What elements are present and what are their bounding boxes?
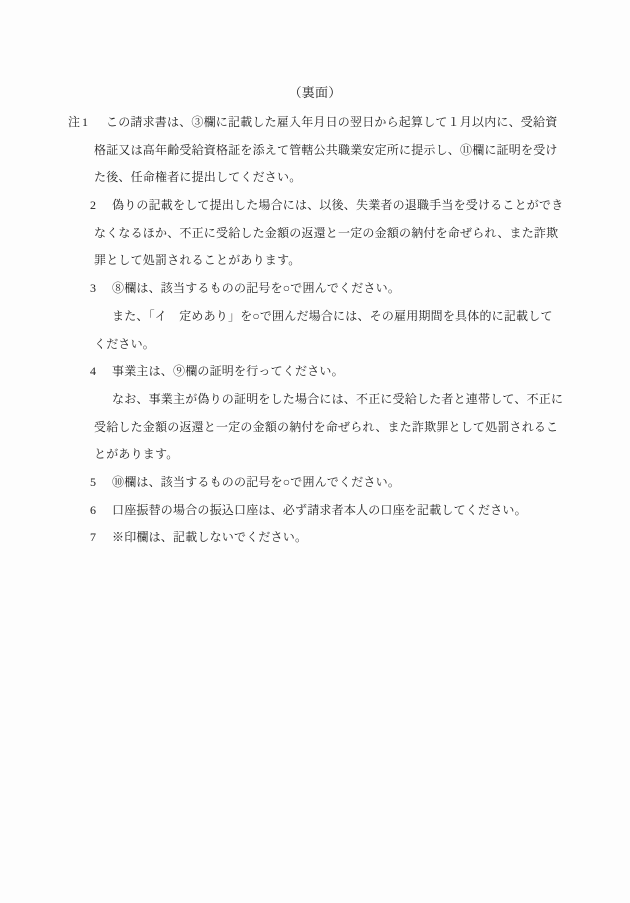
- note-7-text: ※印欄は、記載しないでください。: [112, 530, 308, 545]
- note-3-line-2: また、「イ 定めあり」を○で囲んだ場合には、その雇用期間を具体的に記載して: [112, 308, 553, 323]
- note-1-text: この請求書は、③欄に記載した雇入年月日の翌日から起算して１月以内に、受給資: [106, 115, 558, 129]
- note-3-line-3: ください。: [94, 336, 156, 351]
- note-6-label: 6: [90, 502, 97, 517]
- note-5-text: ⑩欄は、該当するものの記号を○で囲んでください。: [112, 474, 401, 489]
- note-1-line-2: 格証又は高年齢受給資格証を添えて管轄公共職業安定所に提示し、⑪欄に証明を受け: [94, 142, 558, 157]
- note-7-line-1: [0, 524, 630, 552]
- notes-text-block: [0, 109, 630, 552]
- note-4-line-4: とがあります。: [94, 447, 179, 462]
- note-1-line-3: た後、任命権者に提出してください。: [94, 170, 302, 185]
- note-5-label: 5: [90, 474, 97, 489]
- note-2-text: 偽りの記載をして提出した場合には、以後、失業者の退職手当を受けることができ: [112, 198, 564, 213]
- note-4-line-3: 受給した金額の返還と一定の金額の納付を命ぜられ、また詐欺罪として処罰されるこ: [94, 419, 559, 434]
- note-4-line-1: [0, 358, 630, 386]
- note-3-line-1: [0, 275, 630, 303]
- note-4-text: 事業主は、⑨欄の証明を行ってください。: [112, 364, 344, 379]
- note-1-line-1: [0, 109, 630, 137]
- note-4-label: 4: [90, 364, 97, 379]
- note-4-line-2: なお、事業主が偽りの証明をした場合には、不正に受給した者と連帯して、不正に: [112, 391, 564, 406]
- note-2-line-2: なくなるほか、不正に受給した金額の返還と一定の金額の納付を命ぜられ、また詐欺: [94, 225, 559, 240]
- page-side-title: （裏面）: [288, 85, 342, 100]
- note-2-label: 2: [90, 198, 97, 213]
- note-2-line-1: [0, 192, 630, 220]
- note-6-line-1: [0, 497, 630, 525]
- note-3-text: ⑧欄は、該当するものの記号を○で囲んでください。: [112, 281, 401, 296]
- note-2-line-3: 罪として処罰されることがあります。: [94, 253, 301, 268]
- note-5-line-1: [0, 469, 630, 497]
- note-7-label: 7: [90, 530, 97, 545]
- note-6-text: 口座振替の場合の振込口座は、必ず請求者本人の口座を記載してください。: [112, 502, 527, 517]
- note-1-label: 注1: [68, 115, 91, 129]
- note-3-label: 3: [90, 281, 97, 296]
